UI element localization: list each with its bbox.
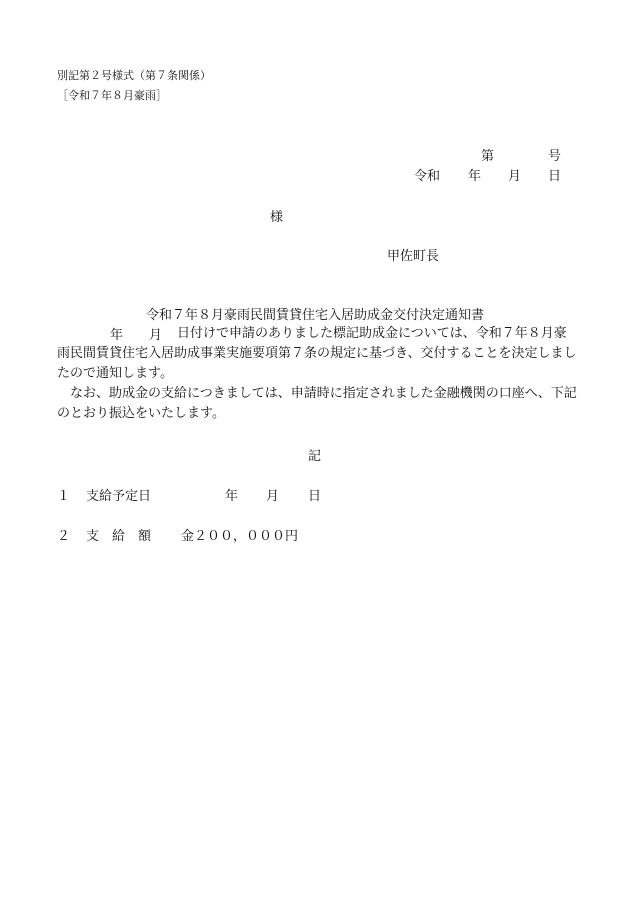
item-2-amount: 金２００，０００円 — [181, 529, 299, 544]
date-day: 日 — [548, 169, 562, 184]
paragraph-2: なお、助成金の支給につきましては、申請時に指定されました金融機関の口座へ、下記のとおり振込をいたします。 — [57, 386, 577, 421]
addressee-sama: 様 — [270, 210, 284, 225]
ki-label: 記 — [308, 449, 322, 464]
item-2-label: 支 給 額 — [86, 529, 152, 544]
date-year: 年 — [468, 169, 482, 184]
item-1-month: 月 — [266, 489, 280, 504]
document-title: 令和７年８月豪雨民間賃貸住宅入居助成金交付決定通知書 — [146, 308, 485, 323]
para1-year: 年 — [110, 328, 124, 343]
number-dai: 第 — [481, 149, 495, 164]
number-go: 号 — [548, 149, 562, 164]
item-1-label: 支給予定日 — [86, 489, 152, 504]
item-1-day: 日 — [308, 489, 322, 504]
date-era: 令和 — [414, 169, 441, 184]
para1-month: 月 — [149, 328, 163, 343]
item-1-number: １ — [57, 489, 71, 504]
issuer-name: 甲佐町長 — [387, 249, 440, 264]
bracket-note: ［令和７年８月豪雨］ — [57, 89, 167, 102]
form-label: 別記第２号様式（第７条関係） — [57, 69, 211, 82]
date-month: 月 — [508, 169, 522, 184]
item-1-year: 年 — [225, 489, 239, 504]
paragraph-1: 日付けで申請のありました標記助成金については、令和７年８月豪雨民間賃貸住宅入居助成事業実施要項第７条の規定に基づき、交付することを決定しましたので通知します。 — [57, 326, 577, 381]
item-2-number: ２ — [57, 529, 71, 544]
